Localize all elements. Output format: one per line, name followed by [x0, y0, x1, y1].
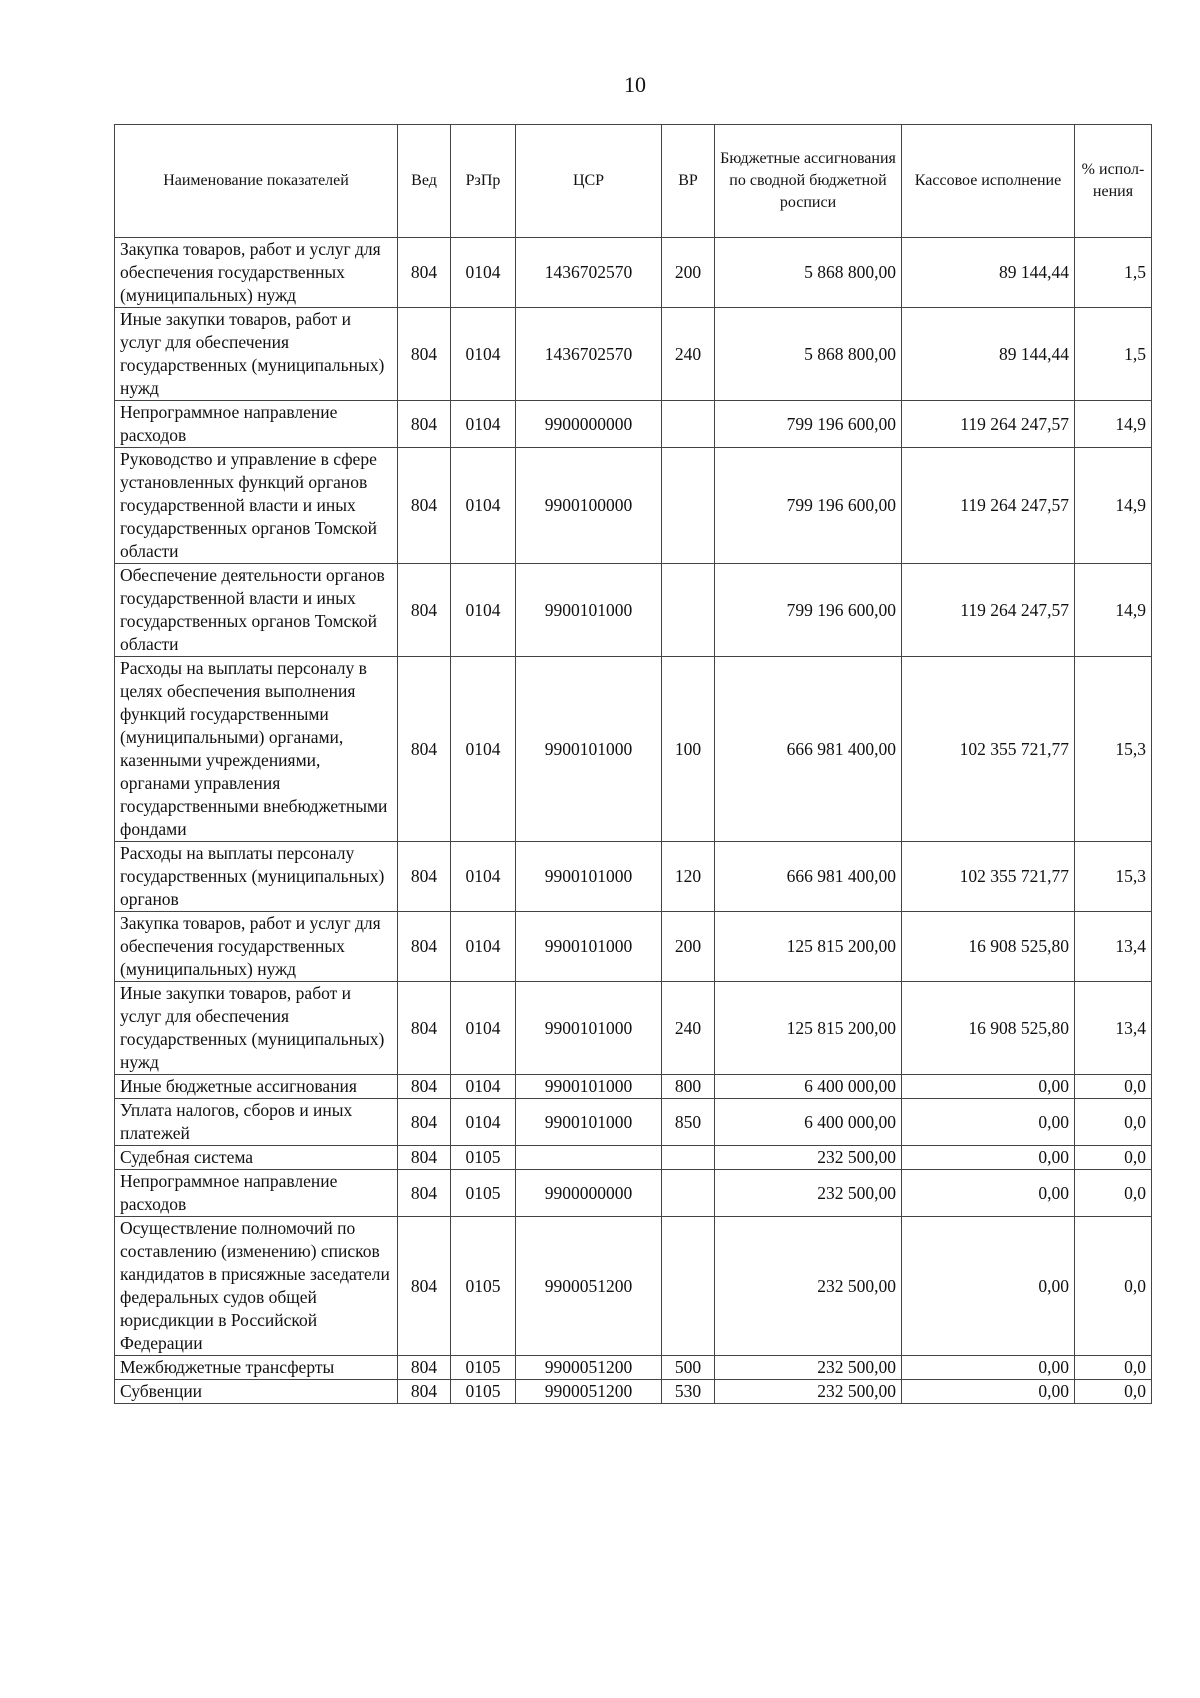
cell-ved: 804	[398, 1170, 451, 1217]
cell-vr: 240	[662, 308, 715, 401]
cell-csr: 9900100000	[516, 448, 662, 564]
cell-name: Иные закупки товаров, работ и услуг для обеспечения государственных (муниципальных) нужд	[115, 308, 398, 401]
header-vr: ВР	[662, 125, 715, 238]
cell-vr	[662, 1170, 715, 1217]
cell-rzpr: 0104	[451, 912, 516, 982]
cell-pct: 0,0	[1075, 1170, 1152, 1217]
header-name: Наименование показателей	[115, 125, 398, 238]
cell-vr	[662, 564, 715, 657]
table-row	[115, 401, 1152, 448]
cell-cash: 89 144,44	[902, 308, 1075, 401]
cell-pct: 14,9	[1075, 401, 1152, 448]
cell-budget: 232 500,00	[715, 1356, 902, 1380]
cell-csr: 1436702570	[516, 308, 662, 401]
table-row	[115, 564, 1152, 657]
table-row	[115, 1170, 1152, 1217]
table-row	[115, 1380, 1152, 1404]
cell-pct: 1,5	[1075, 308, 1152, 401]
cell-pct: 0,0	[1075, 1099, 1152, 1146]
cell-name: Межбюджетные трансферты	[115, 1356, 398, 1380]
cell-pct: 14,9	[1075, 448, 1152, 564]
table-row	[115, 1099, 1152, 1146]
cell-rzpr: 0104	[451, 238, 516, 308]
cell-cash: 0,00	[902, 1356, 1075, 1380]
cell-budget: 232 500,00	[715, 1217, 902, 1356]
cell-budget: 5 868 800,00	[715, 308, 902, 401]
cell-ved: 804	[398, 982, 451, 1075]
table-row	[115, 912, 1152, 982]
cell-ved: 804	[398, 912, 451, 982]
cell-vr	[662, 1217, 715, 1356]
cell-vr	[662, 401, 715, 448]
budget-execution-table	[114, 124, 1152, 1404]
cell-ved: 804	[398, 448, 451, 564]
cell-rzpr: 0105	[451, 1356, 516, 1380]
table-row	[115, 308, 1152, 401]
cell-cash: 0,00	[902, 1170, 1075, 1217]
cell-name: Судебная система	[115, 1146, 398, 1170]
cell-csr: 9900101000	[516, 564, 662, 657]
cell-name: Уплата налогов, сборов и иных платежей	[115, 1099, 398, 1146]
cell-rzpr: 0105	[451, 1170, 516, 1217]
cell-ved: 804	[398, 1217, 451, 1356]
cell-cash: 0,00	[902, 1380, 1075, 1404]
cell-pct: 13,4	[1075, 982, 1152, 1075]
cell-vr: 500	[662, 1356, 715, 1380]
cell-vr: 120	[662, 842, 715, 912]
cell-budget: 125 815 200,00	[715, 912, 902, 982]
cell-budget: 799 196 600,00	[715, 564, 902, 657]
cell-cash: 102 355 721,77	[902, 657, 1075, 842]
cell-cash: 16 908 525,80	[902, 982, 1075, 1075]
cell-rzpr: 0104	[451, 657, 516, 842]
cell-cash: 119 264 247,57	[902, 448, 1075, 564]
cell-ved: 804	[398, 1146, 451, 1170]
table-row	[115, 657, 1152, 842]
cell-budget: 799 196 600,00	[715, 448, 902, 564]
cell-cash: 119 264 247,57	[902, 401, 1075, 448]
cell-ved: 804	[398, 564, 451, 657]
header-row	[115, 125, 1152, 238]
cell-csr: 9900101000	[516, 912, 662, 982]
cell-budget: 125 815 200,00	[715, 982, 902, 1075]
table-row	[115, 1217, 1152, 1356]
table-row	[115, 1146, 1152, 1170]
cell-vr: 100	[662, 657, 715, 842]
cell-ved: 804	[398, 238, 451, 308]
cell-vr: 530	[662, 1380, 715, 1404]
cell-ved: 804	[398, 1380, 451, 1404]
cell-name: Иные закупки товаров, работ и услуг для обеспечения государственных (муниципальных) нужд	[115, 982, 398, 1075]
cell-csr: 9900051200	[516, 1217, 662, 1356]
cell-ved: 804	[398, 657, 451, 842]
cell-cash: 0,00	[902, 1099, 1075, 1146]
cell-cash: 102 355 721,77	[902, 842, 1075, 912]
cell-cash: 0,00	[902, 1075, 1075, 1099]
cell-pct: 15,3	[1075, 657, 1152, 842]
cell-name: Обеспечение деятельности органов государственной власти и иных государственных органов Томской области	[115, 564, 398, 657]
cell-budget: 232 500,00	[715, 1380, 902, 1404]
cell-name: Непрограммное направление расходов	[115, 401, 398, 448]
cell-csr	[516, 1146, 662, 1170]
cell-csr: 9900000000	[516, 401, 662, 448]
cell-pct: 13,4	[1075, 912, 1152, 982]
cell-pct: 0,0	[1075, 1075, 1152, 1099]
cell-ved: 804	[398, 1099, 451, 1146]
cell-pct: 15,3	[1075, 842, 1152, 912]
cell-name: Закупка товаров, работ и услуг для обеспечения государственных (муниципальных) нужд	[115, 912, 398, 982]
cell-name: Осуществление полномочий по составлению (изменению) списков кандидатов в присяжные заседатели федеральных судов общей юрисдикции в Российской Федерации	[115, 1217, 398, 1356]
cell-ved: 804	[398, 308, 451, 401]
cell-budget: 232 500,00	[715, 1146, 902, 1170]
cell-csr: 9900101000	[516, 842, 662, 912]
cell-cash: 0,00	[902, 1146, 1075, 1170]
cell-cash: 0,00	[902, 1217, 1075, 1356]
cell-rzpr: 0104	[451, 308, 516, 401]
cell-ved: 804	[398, 1075, 451, 1099]
cell-ved: 804	[398, 842, 451, 912]
cell-ved: 804	[398, 401, 451, 448]
table-row	[115, 448, 1152, 564]
cell-pct: 0,0	[1075, 1356, 1152, 1380]
cell-budget: 6 400 000,00	[715, 1099, 902, 1146]
cell-vr: 240	[662, 982, 715, 1075]
header-pct: % испол-нения	[1075, 125, 1152, 238]
cell-name: Руководство и управление в сфере установленных функций органов государственной власти и иных государственных органов Томской области	[115, 448, 398, 564]
cell-name: Субвенции	[115, 1380, 398, 1404]
header-rzpr: РзПр	[451, 125, 516, 238]
cell-pct: 14,9	[1075, 564, 1152, 657]
cell-budget: 5 868 800,00	[715, 238, 902, 308]
cell-vr: 200	[662, 912, 715, 982]
cell-rzpr: 0104	[451, 982, 516, 1075]
header-cash: Кассовое исполнение	[902, 125, 1075, 238]
cell-csr: 1436702570	[516, 238, 662, 308]
cell-vr: 850	[662, 1099, 715, 1146]
cell-pct: 0,0	[1075, 1380, 1152, 1404]
table-row	[115, 842, 1152, 912]
cell-csr: 9900101000	[516, 982, 662, 1075]
cell-name: Непрограммное направление расходов	[115, 1170, 398, 1217]
header-budget: Бюджетные ассигнования по сводной бюджетной росписи	[715, 125, 902, 238]
table-row	[115, 982, 1152, 1075]
cell-csr: 9900101000	[516, 657, 662, 842]
cell-csr: 9900000000	[516, 1170, 662, 1217]
cell-pct: 0,0	[1075, 1146, 1152, 1170]
cell-rzpr: 0104	[451, 1075, 516, 1099]
cell-csr: 9900051200	[516, 1380, 662, 1404]
table-row	[115, 238, 1152, 308]
cell-vr	[662, 448, 715, 564]
cell-rzpr: 0104	[451, 842, 516, 912]
cell-pct: 0,0	[1075, 1217, 1152, 1356]
table-row	[115, 1075, 1152, 1099]
table-body	[115, 238, 1152, 1404]
cell-rzpr: 0105	[451, 1217, 516, 1356]
cell-rzpr: 0105	[451, 1146, 516, 1170]
cell-rzpr: 0105	[451, 1380, 516, 1404]
cell-vr: 200	[662, 238, 715, 308]
cell-csr: 9900051200	[516, 1356, 662, 1380]
cell-cash: 16 908 525,80	[902, 912, 1075, 982]
cell-budget: 232 500,00	[715, 1170, 902, 1217]
cell-csr: 9900101000	[516, 1075, 662, 1099]
cell-pct: 1,5	[1075, 238, 1152, 308]
table-header	[115, 125, 1152, 238]
cell-ved: 804	[398, 1356, 451, 1380]
cell-cash: 89 144,44	[902, 238, 1075, 308]
cell-rzpr: 0104	[451, 564, 516, 657]
header-csr: ЦСР	[516, 125, 662, 238]
cell-rzpr: 0104	[451, 401, 516, 448]
cell-name: Закупка товаров, работ и услуг для обеспечения государственных (муниципальных) нужд	[115, 238, 398, 308]
cell-budget: 6 400 000,00	[715, 1075, 902, 1099]
cell-budget: 666 981 400,00	[715, 842, 902, 912]
cell-name: Расходы на выплаты персоналу государственных (муниципальных) органов	[115, 842, 398, 912]
table-row	[115, 1356, 1152, 1380]
page-number: 10	[624, 72, 646, 97]
header-ved: Вед	[398, 125, 451, 238]
cell-cash: 119 264 247,57	[902, 564, 1075, 657]
cell-vr	[662, 1146, 715, 1170]
cell-rzpr: 0104	[451, 1099, 516, 1146]
cell-vr: 800	[662, 1075, 715, 1099]
cell-name: Расходы на выплаты персоналу в целях обеспечения выполнения функций государственными (муниципальными) органами, казенными учреждениями, органами управления государственными внебюджетными фондами	[115, 657, 398, 842]
cell-budget: 666 981 400,00	[715, 657, 902, 842]
cell-csr: 9900101000	[516, 1099, 662, 1146]
cell-rzpr: 0104	[451, 448, 516, 564]
cell-budget: 799 196 600,00	[715, 401, 902, 448]
cell-name: Иные бюджетные ассигнования	[115, 1075, 398, 1099]
